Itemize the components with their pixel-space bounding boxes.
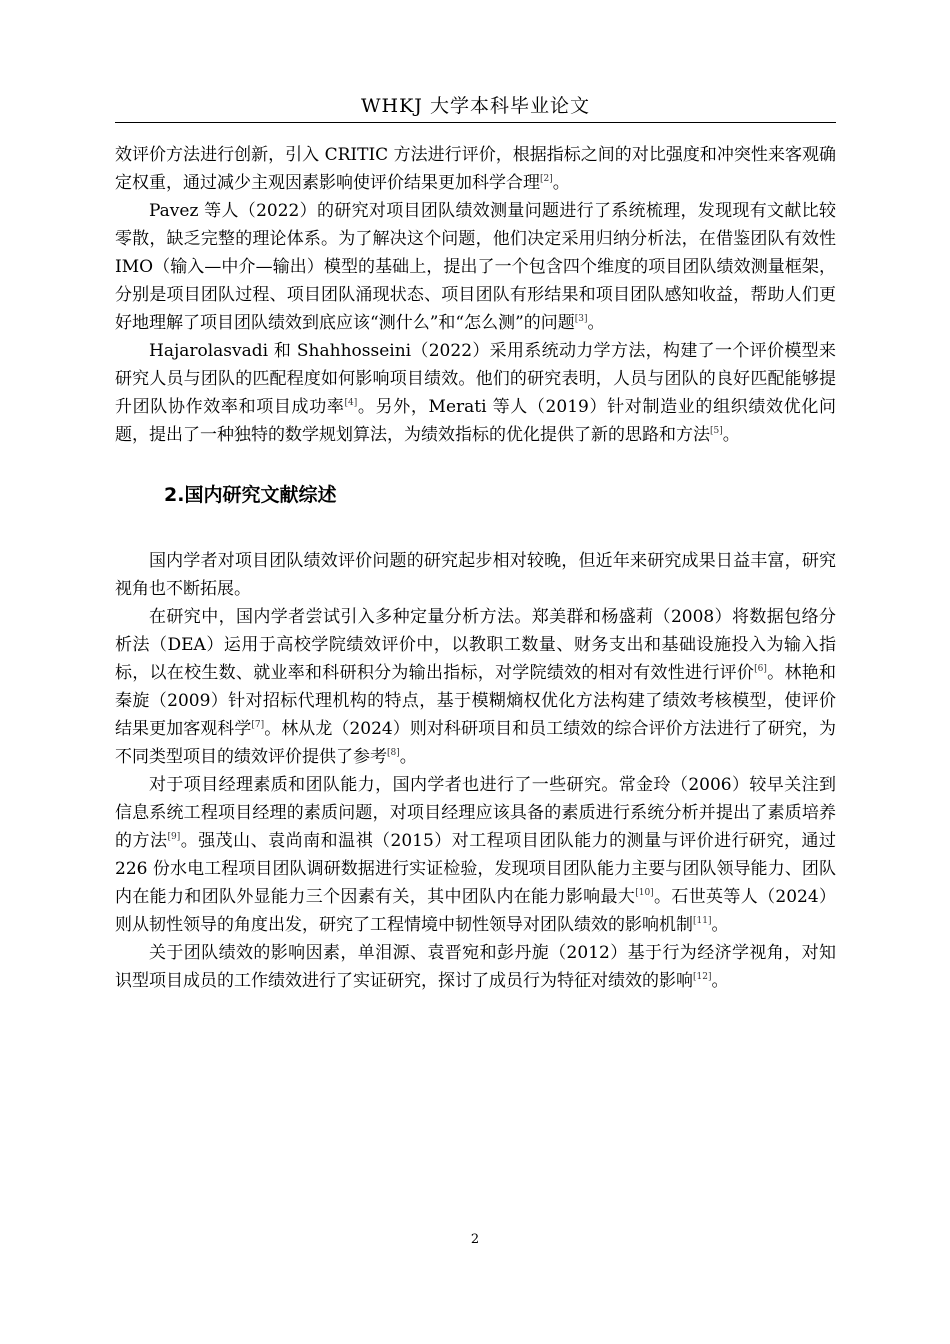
citation-ref: [9] xyxy=(167,832,181,842)
paragraph-3: Hajarolasvadi 和 Shahhosseini（2022）采用系统动力学方法，构建了一个评价模型来研究人员与团队的匹配程度如何影响项目绩效。他们的研究表明，人员与团队的良好匹配能够提升团队协作效率和项目成功率[4]。另外，Merati 等人（2019）针对制造业的组织绩效优化问题，提出了一种独特的数学规划算法，为绩效指标的优化提供了新的思路和方法[5]。 xyxy=(115,341,836,445)
citation-ref: [12] xyxy=(693,972,712,982)
paragraph-4: 国内学者对项目团队绩效评价问题的研究起步相对较晚，但近年来研究成果日益丰富，研究视角也不断拓展。 xyxy=(115,551,836,599)
citation-ref: [6] xyxy=(754,664,767,674)
page-body xyxy=(115,141,836,995)
running-header: WHKJ 大学本科毕业论文 xyxy=(361,95,590,117)
paragraph-2: Pavez 等人（2022）的研究对项目团队绩效测量问题进行了系统梳理，发现现有文献比较零散，缺乏完整的理论体系。为了解决这个问题，他们决定采用归纳分析法，在借鉴团队有效性 IMO（输入—中介—输出）模型的基础上，提出了一个包含四个维度的项目团队绩效测量框架，分别是项目团队过程、项目团队涌现状态、项目团队有形结果和项目团队感知收益，帮助人们更好地理解了项目团队绩效到底应该“测什么”和“怎么测”的问题[3]。 xyxy=(115,201,836,333)
section-heading: 2.国内研究文献综述 xyxy=(164,484,337,506)
citation-ref: [10] xyxy=(635,888,654,898)
citation-ref: [8] xyxy=(387,748,400,758)
paragraph-5: 在研究中，国内学者尝试引入多种定量分析方法。郑美群和杨盛莉（2008）将数据包络分析法（DEA）运用于高校学院绩效评价中，以教职工数量、财务支出和基础设施投入为输入指标，以在校生数、就业率和科研积分为输出指标，对学院绩效的相对有效性进行评价[6]。林艳和秦旋（2009）针对招标代理机构的特点，基于模糊熵权优化方法构建了绩效考核模型，使评价结果更加客观科学[7]。林从龙（2024）则对科研项目和员工绩效的综合评价方法进行了研究，为不同类型项目的绩效评价提供了参考[8]。 xyxy=(115,607,837,767)
citation-ref: [5] xyxy=(710,426,723,436)
paragraph-6: 对于项目经理素质和团队能力，国内学者也进行了一些研究。常金玲（2006）较早关注到信息系统工程项目经理的素质问题，对项目经理应该具备的素质进行系统分析并提出了素质培养的方法[9]。强茂山、袁尚南和温祺（2015）对工程项目团队能力的测量与评价进行研究，通过 226 份水电工程项目团队调研数据进行实证检验，发现项目团队能力主要与团队领导能力、团队内在能力和团队外显能力三个因素有关，其中团队内在能力影响最大[10]。石世英等人（2024）则从韧性领导的角度出发，研究了工程情境中韧性领导对团队绩效的影响机制[11]。 xyxy=(115,775,837,935)
citation-ref: [7] xyxy=(251,720,265,730)
paragraph-1: 效评价方法进行创新，引入 CRITIC 方法进行评价，根据指标之间的对比强度和冲突性来客观确定权重，通过减少主观因素影响使评价结果更加科学合理[2]。 xyxy=(115,145,836,193)
citation-ref: [3] xyxy=(574,314,588,324)
paragraph-7: 关于团队绩效的影响因素，单泪源、袁晋宛和彭丹旎（2012）基于行为经济学视角，对知识型项目成员的工作绩效进行了实证研究，探讨了成员行为特征对绩效的影响[12]。 xyxy=(115,943,836,991)
citation-ref: [4] xyxy=(344,398,358,408)
citation-ref: [11] xyxy=(693,916,712,926)
page-number: 2 xyxy=(470,1232,480,1247)
header-rule xyxy=(115,122,836,123)
citation-ref: [2] xyxy=(540,174,553,184)
